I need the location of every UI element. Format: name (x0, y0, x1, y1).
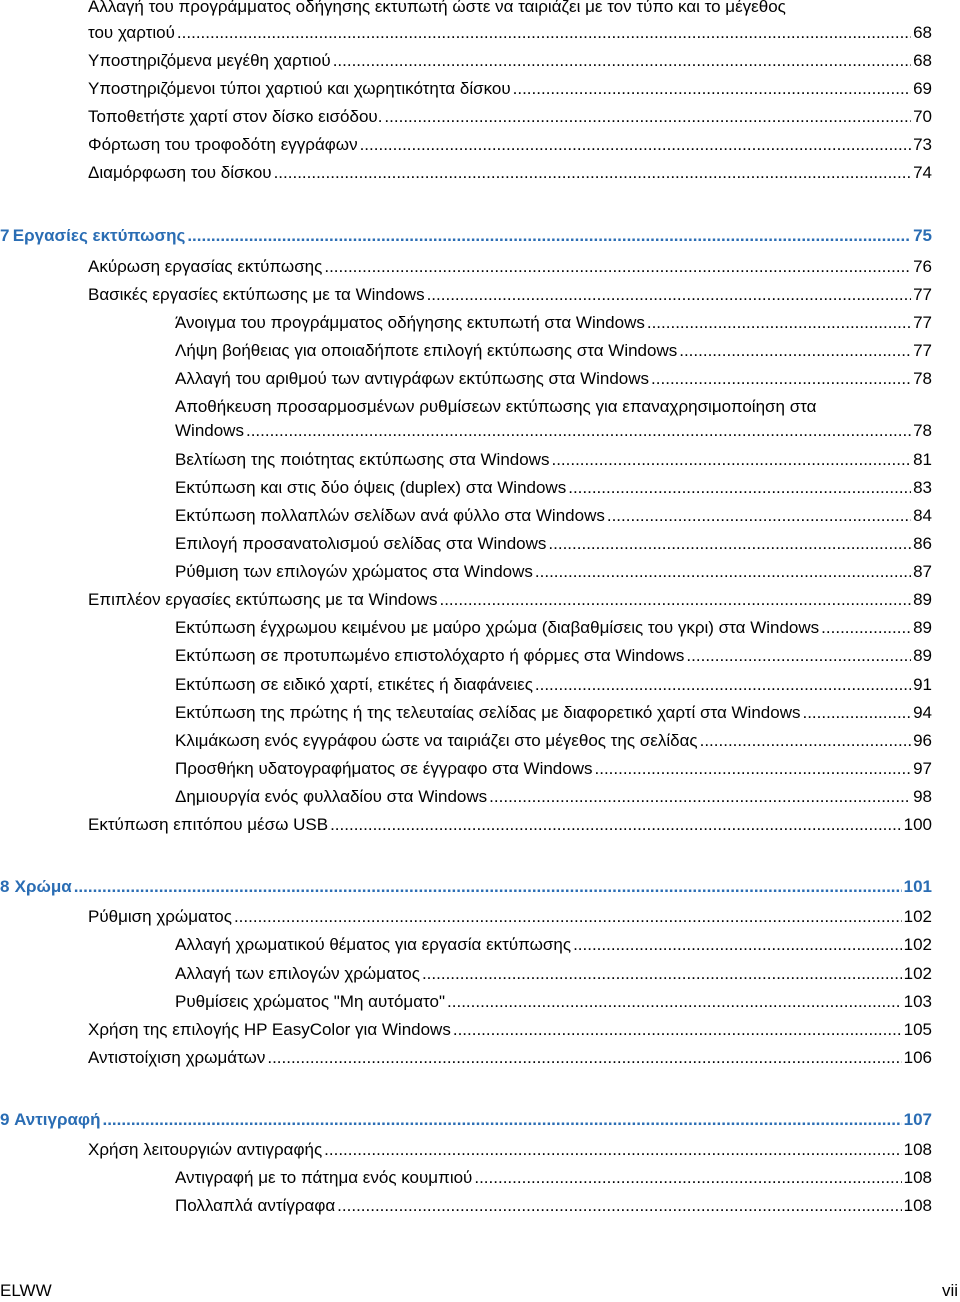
toc-entry[interactable] (88, 814, 932, 836)
toc-page-number: 105 (903, 1020, 932, 1039)
toc-page-number: 94 (913, 703, 932, 722)
chapter-number: 7 (0, 226, 10, 245)
toc-entry[interactable] (175, 991, 932, 1013)
toc-page-number: 75 (913, 226, 932, 245)
toc-entry[interactable] (175, 340, 932, 362)
toc-page-number: 108 (903, 1196, 932, 1215)
toc-entry-text: Εκτύπωση σε προτυπωμένο επιστολόχαρτο ή φόρμες στα Windows (175, 646, 685, 665)
toc-entry-text: Αλλαγή του αριθμού των αντιγράφων εκτύπωσης στα Windows (175, 369, 650, 388)
toc-entry-text: Επιλογή προσανατολισμού σελίδας στα Windows (175, 534, 547, 553)
toc-entry[interactable] (88, 106, 932, 128)
toc-page-number: 70 (913, 107, 932, 126)
toc-entry[interactable] (175, 934, 932, 956)
toc-entry-text: Πολλαπλά αντίγραφα (175, 1196, 336, 1215)
dot-leader (324, 1139, 901, 1161)
toc-entry[interactable] (88, 1139, 932, 1161)
dot-leader (474, 1167, 901, 1189)
toc-page-number: 78 (913, 369, 932, 388)
dot-leader (234, 906, 902, 928)
toc-page-number: 107 (903, 1110, 932, 1129)
dot-leader (568, 477, 911, 499)
toc-page-number: 83 (913, 478, 932, 497)
dot-leader (700, 730, 911, 752)
dot-leader (267, 1047, 901, 1069)
toc-entry[interactable] (88, 134, 932, 156)
toc-entry-text: Φόρτωση του τροφοδότη εγγράφων (88, 135, 358, 154)
chapter-heading-8[interactable] (0, 876, 932, 898)
dot-leader (489, 786, 911, 808)
dot-leader (102, 1109, 901, 1131)
chapter-title: Αντιγραφή (14, 1110, 101, 1129)
chapter-heading-9[interactable] (0, 1109, 932, 1131)
toc-entry[interactable] (88, 22, 932, 44)
chapter-number: 8 (0, 877, 10, 896)
dot-leader (187, 225, 911, 247)
toc-entry-text: Λήψη βοήθειας για οποιαδήποτε επιλογή εκτύπωσης στα Windows (175, 341, 678, 360)
dot-leader (453, 1019, 902, 1041)
toc-page-number: 97 (913, 759, 932, 778)
toc-page-number: 89 (913, 618, 932, 637)
toc-page-number: 81 (913, 450, 932, 469)
toc-entry[interactable] (88, 906, 932, 928)
dot-leader (384, 106, 911, 128)
footer-page-number: vii (941, 1281, 958, 1300)
toc-entry[interactable] (175, 1195, 932, 1217)
toc-entry[interactable] (88, 589, 932, 611)
toc-page-number: 108 (903, 1168, 932, 1187)
toc-entry[interactable] (175, 420, 932, 442)
toc-entry[interactable] (175, 617, 932, 639)
dot-leader (595, 758, 912, 780)
dot-leader (422, 963, 902, 985)
toc-page-number: 103 (903, 992, 932, 1011)
toc-entry-text: Υποστηριζόμενοι τύποι χαρτιού και χωρητικότητα δίσκου (88, 79, 511, 98)
toc-entry-wrap-line1: Αλλαγή του προγράμματος οδήγησης εκτυπωτή ώστε να ταιριάζει με τον τύπο και το μέγεθος (88, 0, 786, 16)
toc-entry[interactable] (88, 78, 932, 100)
toc-entry-text: Εκτύπωση σε ειδικό χαρτί, ετικέτες ή διαφάνειες (175, 675, 533, 694)
toc-page-number: 89 (913, 590, 932, 609)
toc-entry[interactable] (175, 368, 932, 390)
toc-page-number: 84 (913, 506, 932, 525)
toc-entry-text: Διαμόρφωση του δίσκου (88, 163, 272, 182)
dot-leader (651, 368, 911, 390)
toc-entry-text: του χαρτιού (88, 23, 175, 42)
dot-leader (324, 256, 911, 278)
toc-entry-text: Χρήση της επιλογής HP EasyColor για Windows (88, 1020, 451, 1039)
toc-entry[interactable] (88, 284, 932, 306)
toc-entry-text: Δημιουργία ενός φυλλαδίου στα Windows (175, 787, 488, 806)
dot-leader (647, 312, 911, 334)
dot-leader (535, 674, 911, 696)
toc-page-number: 91 (913, 675, 932, 694)
toc-page-number: 87 (913, 562, 932, 581)
toc-entry[interactable] (175, 1167, 932, 1189)
chapter-title: Χρώμα (14, 877, 72, 896)
dot-leader (513, 78, 911, 100)
toc-page-number: 100 (903, 815, 932, 834)
toc-page-number: 89 (913, 646, 932, 665)
toc-entry-text: Εκτύπωση της πρώτης ή της τελευταίας σελίδας με διαφορετικό χαρτί στα Windows (175, 703, 801, 722)
toc-entry-text: Αλλαγή χρωματικού θέματος για εργασία εκτύπωσης (175, 935, 572, 954)
footer-left: ELWW (0, 1281, 52, 1300)
toc-page-number: 96 (913, 731, 932, 750)
dot-leader (330, 814, 902, 836)
dot-leader (802, 702, 911, 724)
toc-entry-wrap-line1: Αποθήκευση προσαρμοσμένων ρυθμίσεων εκτύπωσης για επαναχρησιμοποίηση στα (175, 397, 817, 416)
toc-entry-text: Κλιμάκωση ενός εγγράφου ώστε να ταιριάζει στο μέγεθος της σελίδας (175, 731, 698, 750)
toc-entry[interactable] (175, 561, 932, 583)
toc-entry-text: Άνοιγμα του προγράμματος οδήγησης εκτυπωτή στα Windows (175, 313, 645, 332)
chapter-title: Εργασίες εκτύπωσης (12, 226, 186, 245)
toc-entry[interactable] (88, 1047, 932, 1069)
dot-leader (551, 449, 911, 471)
toc-page-number: 77 (913, 313, 932, 332)
toc-entry-text: Εκτύπωση και στις δύο όψεις (duplex) στα Windows (175, 478, 567, 497)
toc-entry[interactable] (175, 730, 932, 752)
toc-page-number: 76 (913, 257, 932, 276)
toc-entry[interactable] (175, 312, 932, 334)
dot-leader (337, 1195, 901, 1217)
dot-leader (821, 617, 911, 639)
dot-leader (74, 876, 902, 898)
toc-entry-text: Τοποθετήστε χαρτί στον δίσκο εισόδου. (88, 107, 383, 126)
dot-leader (427, 284, 912, 306)
toc-entry[interactable] (88, 1019, 932, 1041)
dot-leader (535, 561, 911, 583)
toc-entry-text: Ακύρωση εργασίας εκτύπωσης (88, 257, 323, 276)
dot-leader (573, 934, 902, 956)
toc-entry[interactable] (175, 963, 932, 985)
toc-entry-text: Αντιστοίχιση χρωμάτων (88, 1048, 266, 1067)
toc-entry-text: Αντιγραφή με το πάτημα ενός κουμπιού (175, 1168, 473, 1187)
toc-entry-text: Ρύθμιση χρώματος (88, 907, 232, 926)
toc-entry[interactable] (175, 702, 932, 724)
toc-entry[interactable] (175, 505, 932, 527)
toc-entry-text: Εκτύπωση επιτόπου μέσω USB (88, 815, 329, 834)
toc-entry-text: Αλλαγή των επιλογών χρώματος (175, 964, 420, 983)
toc-page-number: 108 (903, 1140, 932, 1159)
toc-page-number: 78 (913, 421, 932, 440)
toc-entry-text: Βελτίωση της ποιότητας εκτύπωσης στα Windows (175, 450, 550, 469)
toc-page-number: 86 (913, 534, 932, 553)
dot-leader (607, 505, 911, 527)
toc-entry[interactable] (88, 256, 932, 278)
dot-leader (274, 162, 912, 184)
toc-page-number: 68 (913, 51, 932, 70)
toc-page-number: 98 (913, 787, 932, 806)
toc-page-number: 77 (913, 285, 932, 304)
toc-entry[interactable] (175, 449, 932, 471)
toc-entry-text: Εκτύπωση πολλαπλών σελίδων ανά φύλλο στα Windows (175, 506, 605, 525)
toc-entry[interactable] (88, 50, 932, 72)
dot-leader (447, 991, 902, 1013)
dot-leader (177, 22, 911, 44)
toc-entry-text: Υποστηριζόμενα μεγέθη χαρτιού (88, 51, 331, 70)
toc-page-number: 102 (903, 935, 932, 954)
toc-page-number: 102 (903, 907, 932, 926)
toc-page-number: 106 (903, 1048, 932, 1067)
toc-entry[interactable] (175, 645, 932, 667)
toc-entry[interactable] (88, 162, 932, 184)
toc-entry[interactable] (175, 674, 932, 696)
toc-entry-text: Εκτύπωση έγχρωμου κειμένου με μαύρο χρώμα (διαβαθμίσεις του γκρι) στα Windows (175, 618, 820, 637)
dot-leader (246, 420, 911, 442)
toc-entry[interactable] (175, 758, 932, 780)
toc-page-number: 69 (913, 79, 932, 98)
toc-page-number: 101 (903, 877, 932, 896)
dot-leader (333, 50, 911, 72)
dot-leader (679, 340, 911, 362)
chapter-heading-7[interactable] (0, 225, 932, 247)
toc-entry[interactable] (175, 533, 932, 555)
chapter-number: 9 (0, 1110, 10, 1129)
toc-page-number: 77 (913, 341, 932, 360)
toc-entry-text: Windows (175, 421, 244, 440)
dot-leader (686, 645, 911, 667)
toc-entry-text: Ρύθμιση των επιλογών χρώματος στα Windows (175, 562, 533, 581)
toc-entry[interactable] (175, 786, 932, 808)
toc-page-number: 68 (913, 23, 932, 42)
toc-page-number: 102 (903, 964, 932, 983)
toc-entry-text: Προσθήκη υδατογραφήματος σε έγγραφο στα Windows (175, 759, 593, 778)
dot-leader (548, 533, 911, 555)
toc-page-number: 74 (913, 163, 932, 182)
dot-leader (360, 134, 912, 156)
toc-entry-text: Ρυθμίσεις χρώματος "Μη αυτόματο" (175, 992, 446, 1011)
toc-entry-text: Επιπλέον εργασίες εκτύπωσης με τα Windows (88, 590, 438, 609)
dot-leader (439, 589, 911, 611)
toc-entry[interactable] (175, 477, 932, 499)
toc-page-number: 73 (913, 135, 932, 154)
toc-entry-text: Χρήση λειτουργιών αντιγραφής (88, 1140, 323, 1159)
toc-entry-text: Βασικές εργασίες εκτύπωσης με τα Windows (88, 285, 425, 304)
